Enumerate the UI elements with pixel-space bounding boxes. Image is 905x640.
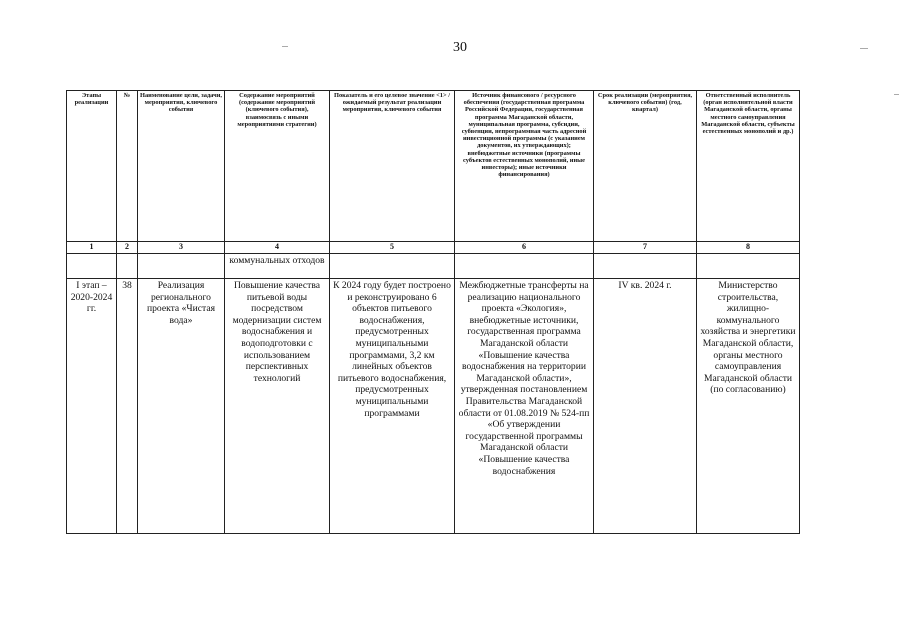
column-number: 8 — [697, 242, 800, 254]
header-term: Срок реализации (мероприятия, ключевого события) (год, квартал) — [594, 91, 697, 242]
table-cell — [138, 254, 225, 279]
column-number: 4 — [225, 242, 330, 254]
scan-artifact — [894, 94, 899, 95]
column-number: 7 — [594, 242, 697, 254]
number-cell: 38 — [117, 279, 138, 534]
header-content: Содержание мероприятий (содержание мероприятий (ключевого события), взаимосвязь с иными мероприятиями стратегии) — [225, 91, 330, 242]
column-number-row — [67, 242, 800, 254]
column-number: 3 — [138, 242, 225, 254]
column-number: 5 — [330, 242, 455, 254]
source-cell: Межбюджетные трансферты на реализацию национального проекта «Экология», внебюджетные источники, государственная программа Магаданской области «Повышение качества водоснабжения на территории Магаданской области», утвержденная постановлением Правительства Магаданской области от 01.08.2019 № 524-пп «Об утверждении государственной программы Магаданской области «Повышение качества водоснабжения — [455, 279, 594, 534]
term-cell: IV кв. 2024 г. — [594, 279, 697, 534]
header-executor: Ответственный исполнитель (орган исполнительной власти Магаданской области, органы местного самоуправления Магаданской области, субъекты естественных монополий и др.) — [697, 91, 800, 242]
header-number: № — [117, 91, 138, 242]
table-cell — [117, 254, 138, 279]
indicator-cell: К 2024 году будет построено и реконструировано 6 объектов питьевого водоснабжения, предусмотренных муниципальными программами, 3,2 км линейных объектов питьевого водоснабжения, предусмотренных муниципальными программами — [330, 279, 455, 534]
scan-artifact — [282, 46, 288, 47]
continuation-row — [67, 254, 800, 279]
table-cell — [697, 254, 800, 279]
header-stage: Этапы реализации — [67, 91, 117, 242]
header-row — [67, 91, 800, 242]
executor-cell: Министерство строительства, жилищно-коммунального хозяйства и энергетики Магаданской области, органы местного самоуправления Магаданской области (по согласованию) — [697, 279, 800, 534]
header-name: Наименование цели, задачи, мероприятия, ключевого события — [138, 91, 225, 242]
header-indicator: Показатель и его целевое значение <1> /ожидаемый результат реализации мероприятия, ключевого события — [330, 91, 455, 242]
table-cell — [330, 254, 455, 279]
column-number: 2 — [117, 242, 138, 254]
content-cell: Повышение качества питьевой воды посредством модернизации систем водоснабжения и водоподготовки с использованием перспективных технологий — [225, 279, 330, 534]
strategy-plan-table — [66, 90, 800, 534]
table-cell — [455, 254, 594, 279]
header-source: Источник финансового / ресурсного обеспечения (государственная программа Российской Федерации, государственная программа Магаданской области, муниципальная программа, субсидии, субвенции, непрограммная часть адресной инвестиционной программы (с указанием документов, их утверждающих); внебюджетные источники (программы субъектов естественных монополий, иные инвесторы); иные источники финансирования) — [455, 91, 594, 242]
scan-artifact — [860, 48, 868, 49]
page-number: 30 — [453, 40, 467, 55]
name-cell: Реализация регионального проекта «Чистая вода» — [138, 279, 225, 534]
table-cell — [594, 254, 697, 279]
table-cell — [67, 254, 117, 279]
stage-cell: I этап – 2020-2024 гг. — [67, 279, 117, 534]
column-number: 1 — [67, 242, 117, 254]
column-number: 6 — [455, 242, 594, 254]
table-cell: коммунальных отходов — [225, 254, 330, 279]
table-row — [67, 279, 800, 534]
